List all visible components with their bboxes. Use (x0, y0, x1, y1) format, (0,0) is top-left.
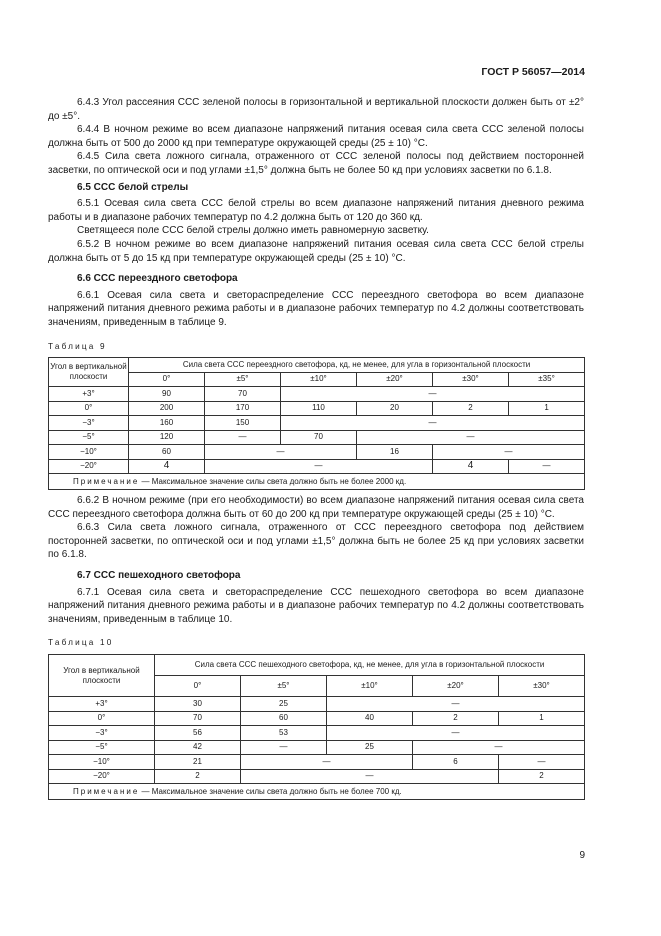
table-10-col-header: ±10° (327, 676, 413, 697)
table-9-col-header: ±30° (433, 372, 509, 387)
paragraph-6-5-1-b: Светящееся поле ССС белой стрелы должно иметь равномерную засветку. (77, 225, 429, 237)
table-cell: 70 (281, 430, 357, 445)
table-cell: +3° (49, 387, 129, 402)
table-cell: — (281, 416, 585, 431)
table-cell: 1 (509, 401, 585, 416)
table-cell: −5° (49, 430, 129, 445)
table-cell: 25 (241, 697, 327, 712)
note-text: — Максимальное значение силы света должно быть не более 2000 кд. (139, 476, 407, 486)
table-cell: 30 (155, 697, 241, 712)
table-9-col0-header: Угол в вертикальной плоскости (49, 358, 129, 387)
table-cell: 60 (241, 711, 327, 726)
heading-6-7: 6.7 ССС пешеходного светофора (77, 570, 241, 582)
table-cell: — (413, 740, 585, 755)
table-row (49, 430, 585, 445)
table-9-group-header: Сила света ССС переездного светофора, кд, не менее, для угла в горизонтальной плоскости (129, 358, 585, 373)
table-row (49, 740, 585, 755)
paragraph-6-7-1: 6.7.1 Осевая сила света и светораспределение ССС пешеходного светофора во всем диапазоне напряжений питания дневного режима работы и в диапазоне рабочих температур по 4.2 должны соответствовать значениям, приведенным в таблице 10. (48, 586, 584, 625)
table-cell: 42 (155, 740, 241, 755)
table-cell: — (327, 697, 585, 712)
table-row (49, 726, 585, 741)
table-9-col-header: ±20° (357, 372, 433, 387)
table-cell: 4 (129, 459, 205, 474)
paragraph-6-4-5: 6.4.5 Сила света ложного сигнала, отраженного от ССС зеленой полосы под действием посторонней засветки, по оптической оси и под углами ±1,5° должна быть не более 50 кд при условиях засветки по 6.1.8. (48, 151, 584, 176)
table-row (49, 401, 585, 416)
table-cell: — (509, 459, 585, 474)
table-cell: 40 (327, 711, 413, 726)
table-10-note (49, 784, 585, 800)
table-cell: — (327, 726, 585, 741)
table-cell: 170 (205, 401, 281, 416)
table-cell: — (205, 459, 433, 474)
table-cell: 56 (155, 726, 241, 741)
table-9-caption: Таблица 9 (48, 341, 107, 351)
heading-6-5: 6.5 ССС белой стрелы (77, 181, 189, 193)
table-10-col-header: ±20° (413, 676, 499, 697)
table-cell: 160 (129, 416, 205, 431)
table-cell: 20 (357, 401, 433, 416)
table-cell: — (281, 387, 585, 402)
table-9-col-header: ±35° (509, 372, 585, 387)
table-row (49, 459, 585, 474)
table-row (49, 416, 585, 431)
table-row (49, 697, 585, 712)
paragraph-6-6-1: 6.6.1 Осевая сила света и светораспределение ССС переездного светофора во всем диапазоне напряжений питания дневного режима работы и в диапазоне рабочих температур по 4.2 должны соответствовать значениям, приведенным в таблице 9. (48, 289, 584, 328)
table-9-col-header: ±5° (205, 372, 281, 387)
table-row (49, 387, 585, 402)
table-9-col-header: ±10° (281, 372, 357, 387)
heading-6-6: 6.6 ССС переездного светофора (77, 273, 238, 285)
table-cell: −10° (49, 755, 155, 770)
note-label: Примечание (73, 476, 140, 486)
table-9 (48, 357, 585, 490)
table-10-caption: Таблица 10 (48, 638, 114, 648)
table-cell: — (499, 755, 585, 770)
table-cell: 53 (241, 726, 327, 741)
table-cell: — (205, 445, 357, 460)
table-cell: — (357, 430, 585, 445)
paragraph-6-5-1: 6.5.1 Осевая сила света ССС белой стрелы во всем диапазоне напряжений питания дневного режима работы и в диапазоне рабочих температур по 4.2 должна быть от 120 до 360 кд. (48, 198, 584, 223)
table-cell: — (433, 445, 585, 460)
table-cell: 70 (205, 387, 281, 402)
note-label: Примечание (73, 786, 140, 796)
table-cell: −5° (49, 740, 155, 755)
table-cell: −20° (49, 459, 129, 474)
table-cell: 0° (49, 401, 129, 416)
table-10-col-header: ±5° (241, 676, 327, 697)
table-cell: 90 (129, 387, 205, 402)
table-cell: 2 (155, 769, 241, 784)
table-cell: 4 (433, 459, 509, 474)
paragraph-6-6-2: 6.6.2 В ночном режиме (при его необходимости) во всем диапазоне напряжений питания осевая сила света ССС переездного светофора должна быть от 60 до 200 кд при температуре окружающей среды (25 ± 10) °С. (48, 495, 584, 520)
note-text: — Максимальное значение силы света должно быть не более 700 кд. (139, 786, 402, 796)
table-cell: 16 (357, 445, 433, 460)
table-cell: — (241, 755, 413, 770)
page-content (48, 96, 584, 800)
table-cell: 2 (499, 769, 585, 784)
page-number: 9 (579, 850, 585, 861)
table-cell: +3° (49, 697, 155, 712)
table-cell: 2 (433, 401, 509, 416)
table-row (49, 711, 585, 726)
table-10-group-header: Сила света ССС пешеходного светофора, кд, не менее, для угла в горизонтальной плоскости (155, 655, 585, 676)
table-cell: 1 (499, 711, 585, 726)
table-cell: 200 (129, 401, 205, 416)
table-9-col-header: 0° (129, 372, 205, 387)
table-cell: 60 (129, 445, 205, 460)
table-cell: 25 (327, 740, 413, 755)
table-cell: 0° (49, 711, 155, 726)
table-cell: −10° (49, 445, 129, 460)
paragraph-6-4-3: 6.4.3 Угол рассеяния ССС зеленой полосы в горизонтальной и вертикальной плоскости должен быть от ±2° до ±5°. (48, 97, 584, 122)
table-cell: — (205, 430, 281, 445)
table-cell: — (241, 769, 499, 784)
table-10 (48, 654, 585, 800)
paragraph-6-5-2: 6.5.2 В ночном режиме во всем диапазоне напряжений питания осевая сила света ССС белой стрелы должна быть от 5 до 15 кд при температуре окружающей среды (25 ± 10) °С. (48, 238, 584, 264)
paragraph-6-4-4: 6.4.4 В ночном режиме во всем диапазоне напряжений питания осевая сила света ССС зеленой полосы должна быть от 500 до 2000 кд при температуре окружающей среды (25 ± 10) °С. (48, 124, 584, 149)
table-cell: 110 (281, 401, 357, 416)
document-header: ГОСТ Р 56057—2014 (481, 66, 585, 78)
table-cell: 6 (413, 755, 499, 770)
table-cell: 21 (155, 755, 241, 770)
table-cell: 120 (129, 430, 205, 445)
table-cell: −3° (49, 726, 155, 741)
table-10-col-header: 0° (155, 676, 241, 697)
table-cell: 150 (205, 416, 281, 431)
table-9-note (49, 474, 585, 490)
table-cell: 2 (413, 711, 499, 726)
table-10-col-header: ±30° (499, 676, 585, 697)
table-cell: −3° (49, 416, 129, 431)
table-cell: — (241, 740, 327, 755)
paragraph-6-6-3: 6.6.3 Сила света ложного сигнала, отраженного от ССС переездного светофора под действием посторонней засветки, по оптической оси и под углами ±1,5° должна быть не более 25 кд при условиях засветки по 6.1.8. (48, 522, 584, 561)
table-row (49, 769, 585, 784)
table-row (49, 755, 585, 770)
table-row (49, 445, 585, 460)
table-cell: −20° (49, 769, 155, 784)
table-cell: 70 (155, 711, 241, 726)
table-10-col0-header: Угол в вертикальной плоскости (49, 655, 155, 697)
